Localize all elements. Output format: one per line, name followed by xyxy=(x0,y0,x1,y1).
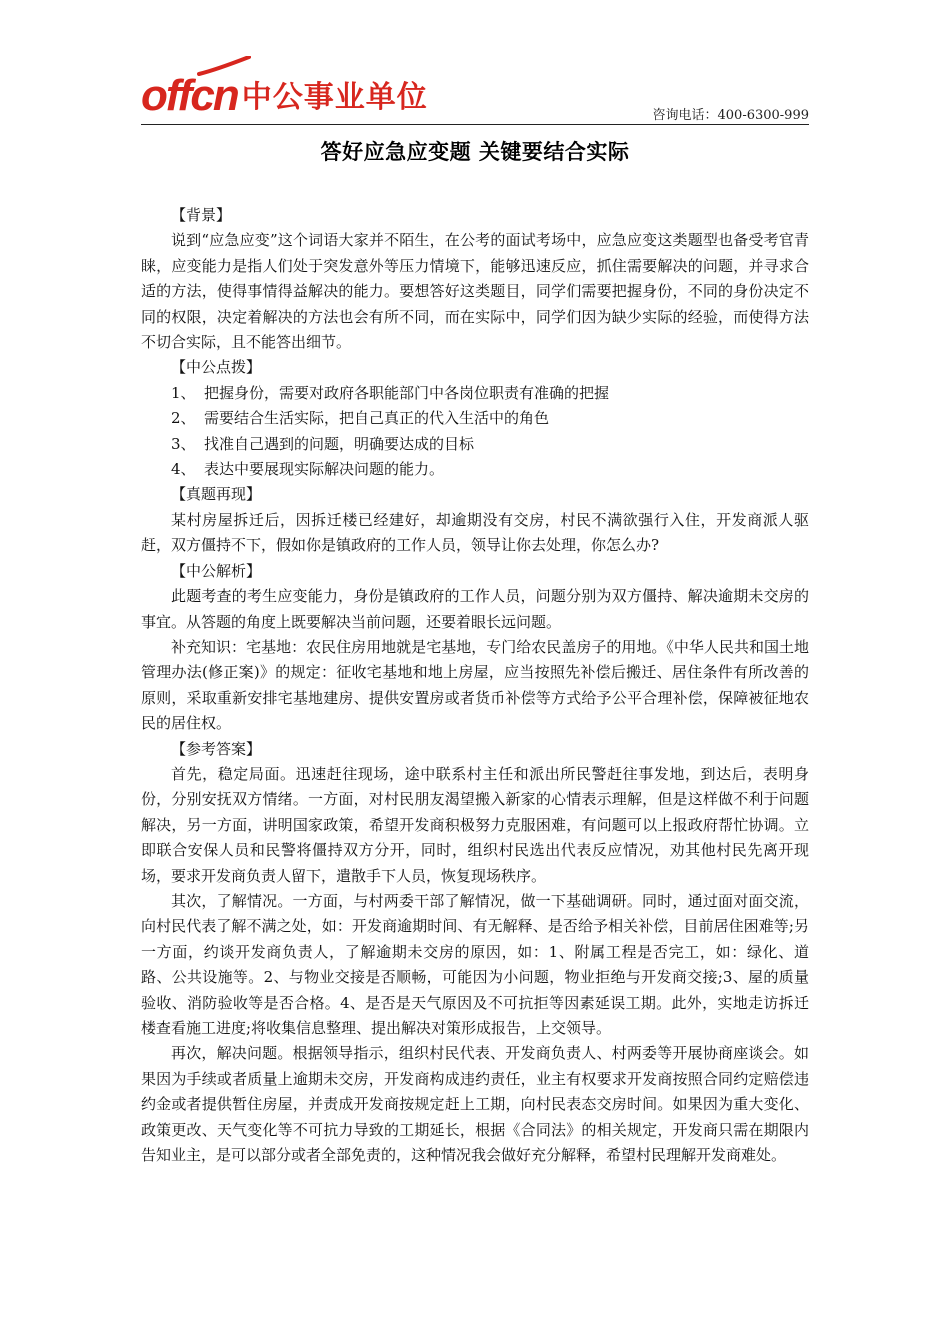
analysis-text: 此题考查的考生应变能力，身份是镇政府的工作人员，问题分别为双方僵持、解决逾期未交房的事宜。从答题的角度上既要解决当前问题，还要着眼长远问题。 xyxy=(141,587,809,631)
offcn-logo xyxy=(141,62,428,118)
hotline: 咨询电话：400-6300-999 xyxy=(652,108,809,123)
header-divider xyxy=(141,124,809,125)
list-item xyxy=(141,457,809,482)
list-text: 需要结合生活实际，把自己真正的代入生活中的角色 xyxy=(204,409,550,428)
list-text: 找准自己遇到的问题，明确要达成的目标 xyxy=(204,434,475,453)
question-text: 某村房屋拆迁后，因拆迁楼已经建好，却逾期没有交房，村民不满欲强行入住，开发商派人驱赶，双方僵持不下，假如你是镇政府的工作人员，领导让你去处理，你怎么办? xyxy=(141,510,809,555)
article-body xyxy=(141,203,809,1168)
background-heading: 【背景】 xyxy=(171,206,232,224)
logo-mark: offcn xyxy=(141,71,238,120)
question-heading: 【真题再现】 xyxy=(171,485,262,504)
page-title: 答好应急应变题 关键要结合实际 xyxy=(320,140,630,164)
list-number: 3、 xyxy=(171,434,196,453)
answer-paragraph: 首先，稳定局面。迅速赶往现场，途中联系村主任和派出所民警赶往事发地，到达后，表明身份，分别安抚双方情绪。一方面，对村民朋友渴望搬入新家的心情表示理解，但是这样做不利于问题解决，另一方面，讲明国家政策，希望开发商积极努力克服困难，有问题可以上报政府帮忙协调。立即联合安保人员和民警将僵持双方分开，同时，组织村民选出代表反应情况，劝其他村民先离开现场，要求开发商负责人留下，遣散手下人员，恢复现场秩序。 xyxy=(141,764,809,885)
list-number: 4、 xyxy=(171,460,196,479)
page-header xyxy=(141,62,809,124)
logo-text: 中公事业单位 xyxy=(241,80,428,115)
logo-swoosh-icon xyxy=(197,56,251,76)
tips-heading: 【中公点拨】 xyxy=(171,358,262,377)
answer-paragraph: 其次，了解情况。一方面，与村两委干部了解情况，做一下基础调研。同时，通过面对面交流，向村民代表了解不满之处，如：开发商逾期时间、有无解释、是否给予相关补偿，目前居住困难等;另一方面，约谈开发商负责人，了解逾期未交房的原因，如：1、附属工程是否完工，如：绿化、道路、公共设施等。2、与物业交接是否顺畅，可能因为小问题，物业拒绝与开发商交接;3、屋的质量验收、消防验收等是否合格。4、是否是天气原因及不可抗拒等因素延误工期。此外，实地走访拆迁楼查看施工进度;将收集信息整理、提出解决对策形成报告，上交领导。 xyxy=(141,891,809,1037)
list-item xyxy=(141,432,809,457)
answer-heading: 【参考答案】 xyxy=(171,739,262,758)
analysis-heading: 【中公解析】 xyxy=(171,561,262,580)
list-text: 把握身份，需要对政府各职能部门中各岗位职责有准确的把握 xyxy=(204,383,610,402)
list-item xyxy=(141,406,809,431)
list-number: 1、 xyxy=(171,383,196,402)
supplement-text: 补充知识：宅基地：农民住房用地就是宅基地，专门给农民盖房子的用地。《中华人民共和国土地管理办法(修正案)》的规定：征收宅基地和地上房屋，应当按照先补偿后搬迁、居住条件有所改善的原则，采取重新安排宅基地建房、提供安置房或者货币补偿等方式给予公平合理补偿，保障被征地农民的居住权。 xyxy=(141,637,809,733)
list-text: 表达中要展现实际解决问题的能力。 xyxy=(204,460,445,479)
answer-paragraph: 再次，解决问题。根据领导指示，组织村民代表、开发商负责人、村两委等开展协商座谈会。如果因为手续或者质量上逾期未交房，开发商构成违约责任，业主有权要求开发商按照合同约定赔偿违约金或者提供暂住房屋，并责成开发商按规定赶上工期，向村民表态交房时间。如果因为重大变化、政策更改、天气变化等不可抗力导致的工期延长，根据《合同法》的相关规定，开发商只需在期限内告知业主，是可以部分或者全部免责的，这种情况我会做好充分解释，希望村民理解开发商难处。 xyxy=(141,1044,809,1165)
list-number: 2、 xyxy=(171,409,196,428)
list-item xyxy=(141,381,809,406)
background-text: 说到“应急应变”这个词语大家并不陌生，在公考的面试考场中，应急应变这类题型也备受考官青睐，应变能力是指人们处于突发意外等压力情境下，能够迅速反应，抓住需要解决的问题，并寻求合适的方法，使得事情得益解决的能力。要想答好这类题目，同学们需要把握身份，不同的身份决定不同的权限，决定着解决的方法也会有所不同，而在实际中，同学们因为缺少实际的经验，而使得方法不切合实际，且不能答出细节。 xyxy=(141,231,809,352)
